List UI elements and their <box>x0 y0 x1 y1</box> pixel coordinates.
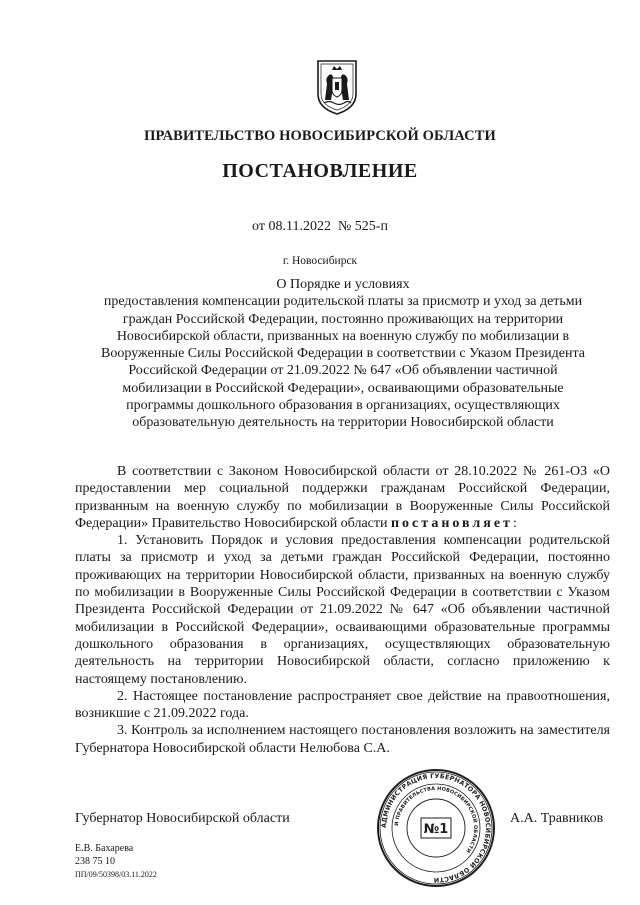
preamble-text: В соответствии с Законом Новосибирской области от 28.10.2022 № 261-ОЗ «О предоставлении мер социальной поддержки гражданам Российской Федерации, призванным на военную службу по мобилизации в Вооруженные Силы Российской Федерации» Правительство Новосибирской области <box>75 464 610 531</box>
title-line: Вооруженные Силы Российской Федерации в соответствии с Указом Президента <box>101 346 585 362</box>
city: г. Новосибирск <box>282 255 358 267</box>
title-line: О Порядке и условиях <box>276 277 410 292</box>
preamble-paragraph <box>75 463 610 532</box>
executor-info <box>75 843 133 868</box>
clause-1: 1. Установить Порядок и условия предоставления компенсации родительской платы за присмотр и уход за детьми граждан Российской Федерации, постоянно проживающих на территории Новосибирской области, призванных на военную службу по мобилизации в Вооруженные Силы Российской Федерации в соответствии с Указом Президента Российской Федерации от 21.09.2022 № 647 «Об объявлении частичной мобилизации в Российской Федерации», осваивающими образовательные программы дошкольного образования в организациях, осуществляющих образовательную деятельность на территории Новосибирской области, согласно приложению к настоящему постановлению. <box>75 533 610 687</box>
organization-name: ПРАВИТЕЛЬСТВО НОВОСИБИРСКОЙ ОБЛАСТИ <box>144 128 496 144</box>
stamp-inner-text: И ПРАВИТЕЛЬСТВА НОВОСИБИРСКОЙ ОБЛАСТИ <box>394 785 479 854</box>
stamp-outer-text: АДМИНИСТРАЦИЯ ГУБЕРНАТОРА НОВОСИБИРСКОЙ ОБЛАСТИ <box>380 772 492 884</box>
coat-of-arms-icon <box>315 58 359 116</box>
document-type: ПОСТАНОВЛЕНИЕ <box>222 160 418 182</box>
registration-number: ПП/09/50398/03.11.2022 <box>75 870 157 879</box>
official-stamp <box>375 767 497 889</box>
executor-name: Е.В. Бахарева <box>75 843 134 854</box>
clause-2: 2. Настоящее постановление распространяет свое действие на правоотношения, возникшие с 21.09.2022 года. <box>75 688 610 722</box>
title-line: Новосибирской области, призванных на военную службу по мобилизации в <box>116 328 570 344</box>
executor-phone: 238 75 10 <box>75 855 115 867</box>
document-body <box>75 463 610 757</box>
stamp-number: №1 <box>423 822 449 837</box>
title-line: программы дошкольного образования в организациях, осуществляющих <box>126 398 560 414</box>
title-line: граждан Российской Федерации, постоянно проживающих на территории <box>122 311 564 327</box>
signatory-name: А.А. Травников <box>510 811 604 826</box>
title-line: образовательную деятельность на территории Новосибирской области <box>132 415 554 431</box>
decree-word: постановляет <box>390 515 513 531</box>
title-line: Российской Федерации от 21.09.2022 № 647 «Об объявлении частичной <box>128 363 558 379</box>
signatory-position: Губернатор Новосибирской области <box>75 811 290 826</box>
document-title <box>78 276 608 432</box>
title-line: мобилизации в Российской Федерации», осваивающими образовательные <box>122 380 564 396</box>
title-line: предоставления компенсации родительской платы за присмотр и уход за детьми <box>103 294 583 310</box>
decree-suffix: : <box>512 515 517 531</box>
clause-3: 3. Контроль за исполнением настоящего постановления возложить на заместителя Губернатора Новосибирской области Нелюбова С.А. <box>75 723 610 756</box>
date-and-number: от 08.11.2022 № 525-п <box>252 219 388 234</box>
